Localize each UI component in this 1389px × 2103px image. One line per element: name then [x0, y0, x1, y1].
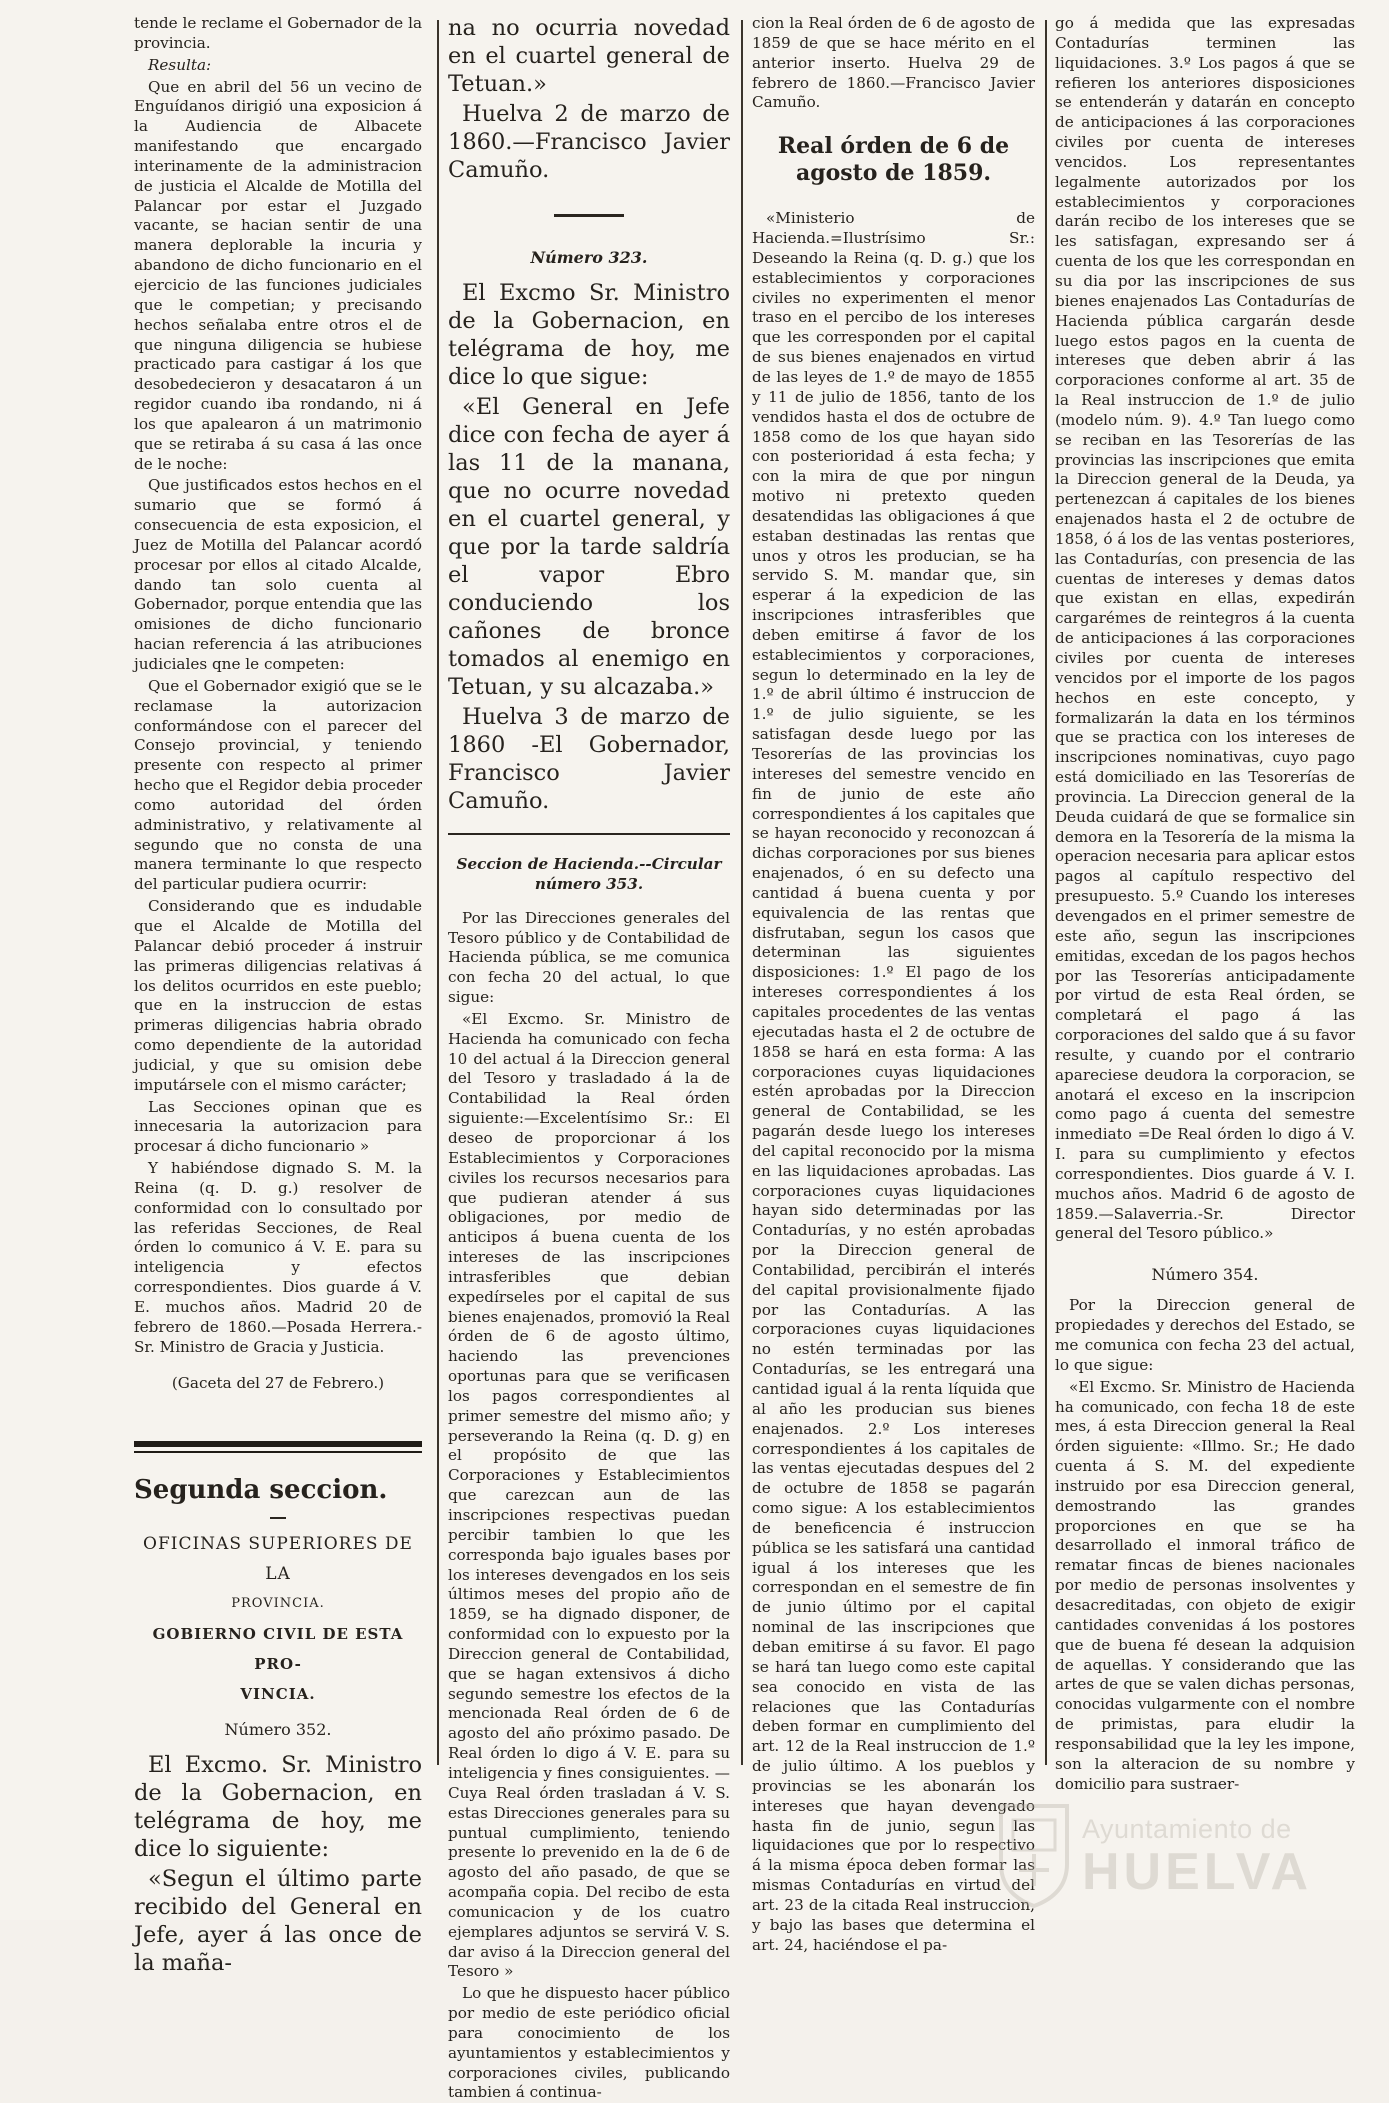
section-divider [134, 1441, 422, 1447]
section-divider [134, 1451, 422, 1453]
paragraph: Considerando que es indudable que el Alcalde de Motilla del Palancar debió proceder á instruir las primeras diligencias relativas á los delitos ocurridos en este pueblo; que en la instruccion de estas primeras diligencias habria obrado como dependiente de la autoridad judicial, y que su omision debe imputársele con el mismo carácter; [134, 897, 422, 1094]
paragraph: cion la Real órden de 6 de agosto de 1859 de que se hace mérito en el anterior inserto. Huelva 29 de febrero de 1860.—Francisco Javier Camuño. [752, 14, 1035, 112]
paragraph: go á medida que las expresadas Contadurías terminen las liquidaciones. 3.º Los pagos á que se refieren los anteriores disposiciones se entenderán y datarán en concepto de anticipaciones á las corporaciones civiles por cuenta de intereses vencidos. Los representantes legalmente autorizados por los establecimientos y corporaciones darán recibo de los intereses que se les satisfagan, expresando ser á cuenta de los que les correspondan en su dia por las inscripciones de sus bienes enajenados Las Contadurías de Hacienda pública cargarán desde luego estos pagos en la cuenta de intereses que deben abrir á las corporaciones conforme al art. 35 de la Real instruccion de 1.º de julio (modelo núm. 9). 4.º Tan luego como se reciban en las Tesorerías de las provincias las inscripciones que emita la Direccion general de la Deuda, ya pertenezcan á capitales de los bienes enajenados hasta el 2 de octubre de 1858, ó á los de las ventas posteriores, las Contadurías, con presencia de las cuentas de intereses y demas datos que existan en ellas, expedirán cargarémes de reintegros á la cuenta de anticipaciones á las corporaciones civiles por cuenta de intereses vencidos por el importe de los pagos hechos en este concepto, y formalizarán la data en los términos que se practica con los intereses de inscripciones nominativas, cuyo pago está domiciliado en las Tesorerías de provincia. La Direccion general de la Deuda cuidará de que se formalice sin demora en la Tesorería de la misma la operacion necesaria para aplicar estos pagos al capítulo respectivo del presupuesto. 5.º Cuando los intereses devengados en el primer semestre de este año, segun las inscripciones emitidas, excedan de los pagos hechos por las Tesorerías anticipadamente por virtud de esta Real órden, se completará el pago á las corporaciones del saldo que á su favor resulte, y cuando por el contrario apareciese deudora la corporacion, se anotará el exceso en la inscripcion como pago á cuenta del semestre inmediato =De Real órden lo digo á V. I. para su cumplimiento y efectos correspondientes. Dios guarde á V. I. muchos años. Madrid 6 de agosto de 1859.—Salaverria.-Sr. Director general del Tesoro público.» [1055, 14, 1355, 1243]
column-rule [437, 20, 439, 1765]
telegram-paragraph: El Excmo Sr. Ministro de la Gobernacion, en telégrama de hoy, me dice lo que sigue: [448, 280, 730, 390]
paragraph: Y habiéndose dignado S. M. la Reina (q. D. g.) resolver de conformidad con lo consultado por las referidas Secciones, de Real órden lo comunico á V. E. para su inteligencia y efectos correspondientes. Dios guarde á V. E. muchos años. Madrid 20 de febrero de 1860.—Posada Herrera.-Sr. Ministro de Gracia y Justicia. [134, 1159, 422, 1356]
short-rule [270, 1517, 286, 1519]
signature-line: Huelva 2 de marzo de 1860.—Francisco Javier Camuño. [448, 101, 730, 183]
archive-watermark [987, 1800, 1377, 1920]
paragraph: Que justificados estos hechos en el sumario que se formó á consecuencia de esta exposicion, el Juez de Motilla del Palancar acordó procesar por ellos al citado Alcalde, dando tan solo cuenta al Gobernador, porque entendia que las omisiones de dicho funcionario hacian referencia á las atribuciones judiciales qne le competen: [134, 476, 422, 673]
column-rule [1045, 20, 1047, 1765]
short-rule [554, 214, 624, 217]
office-heading: PROVINCIA. [231, 1596, 325, 1612]
paragraph: Que el Gobernador exigió que se le reclamase la autorizacion conformándose con el parecer del Consejo provincial, y teniendo presente con respecto al primer hecho que el Regidor debia proceder como autoridad del órden administrativo, y relativamente al segundo que no consta de una manera terminante lo que respecto del particular pudiera ocurrir: [134, 676, 422, 894]
office-heading: OFICINAS SUPERIORES DE LA [143, 1534, 413, 1585]
notice-number: Número 354. [1151, 1265, 1259, 1285]
telegram-paragraph: «El General en Jefe dice con fecha de ayer á las 11 de la manana, que no ocurre novedad en el cuartel general, y que por la tarde saldría el vapor Ebro conduciendo los cañones de bronce tomados al enemigo en Tetuan, y su alcazaba.» [448, 394, 730, 700]
notice-number: Número 323. [530, 248, 648, 267]
paragraph: Lo que he dispuesto hacer público por medio de este periódico oficial para conocimiento de los ayuntamientos y establecimientos y corporaciones civiles, publicando tambien á continua- [448, 1984, 730, 2102]
city-coat-of-arms-icon [995, 1802, 1073, 1908]
column-4 [1055, 14, 1355, 1920]
paragraph: tende le reclame el Gobernador de la provincia. [134, 14, 422, 52]
section-heading: Segunda seccion. [134, 1475, 388, 1506]
paragraph: Las Secciones opinan que es innecesaria la autorizacion para procesar á dicho funcionario » [134, 1097, 422, 1156]
paragraph: Por la Direccion general de propiedades y derechos del Estado, se me comunica con fecha 23 del actual, lo que sigue: [1055, 1296, 1355, 1374]
resulta-label: Resulta: [148, 55, 212, 74]
circular-heading: Seccion de Hacienda.--Circular número 353. [456, 855, 722, 893]
column-rule [741, 20, 743, 1765]
column-1 [134, 14, 422, 1977]
column-2 [448, 14, 730, 2102]
paragraph: Por las Direcciones generales del Tesoro público y de Contabilidad de Hacienda pública, se me comunica con fecha 20 del actual, lo que sigue: [448, 908, 730, 1007]
paragraph: Que en abril del 56 un vecino de Enguídanos dirigió una exposicion á la Audiencia de Albacete manifestando que encargado interinamente de la administracion de justicia el Alcalde de Motilla del Palancar por estar el Juzgado vacante, se hacian sentir de una manera deplorable la incuria y abandono de dicho funcionario en el ejercicio de las funciones judiciales que le competian; y precisando hechos señalaba entre otros el de que ninguna diligencia se hubiese practicado para castigar á los que desobedecieron y desacataron á un regidor cuando iba rondando, ni á los que apalearon á un matrimonio que se retiraba á su casa á las once de le noche: [134, 77, 422, 473]
paragraph: «Ministerio de Hacienda.=Ilustrísimo Sr.: Deseando la Reina (q. D. g.) que los establecimientos y corporaciones civiles no experimenten el menor traso en el percibo de los intereses que les corresponden por el capital de sus bienes enajenados en virtud de las leyes de 1.º de mayo de 1855 y 11 de julio de 1856, tanto de los vendidos hasta el dos de octubre de 1858 como de los que hayan sido con posterioridad á esta fecha; y con la mira de que por ningun motivo ni pretexto queden desatendidas las obligaciones á que estaban destinadas las rentas que unos y otros les producian, se ha servido S. M. mandar que, sin esperar á la expedicion de las inscripciones intrasferibles que deben emitirse á favor de los establecimientos y corporaciones, segun lo determinado en la ley de 1.º de abril último é instruccion de 1.º de julio siguiente, se les satisfagan desde luego por las Tesorerías de las provincias los intereses del semestre vencido en fin de junio de este año correspondientes á los capitales que se hayan reconocido y reconozcan á dichas corporaciones por sus bienes enajenados, ó en su defecto una cantidad á buena cuenta y por equivalencia de las rentas que disfrutaban, segun los casos que determinan las siguientes disposiciones: 1.º El pago de los intereses correspondientes á los capitales procedentes de las ventas ejecutadas hasta el 2 de octubre de 1858 se hará en esta forma: A las corporaciones cuyas liquidaciones estén aprobadas por la Direccion general de Contabilidad, se les pagarán desde luego los intereses del capital reconocido por la misma en las liquidaciones aprobadas. Las corporaciones cuyas liquidaciones hayan sido determinadas por las Contadurías, y no estén aprobadas por la Direccion general de Contabilidad, percibirán el interés del capital provisionalmente fijado por las Contadurías. A las corporaciones cuyas liquidaciones no estén terminadas por las Contadurías, se les entregará una cantidad igual á la renta líquida que al año les producian sus bienes enajenados. 2.º Los intereses correspondientes á los capitales de las ventas ejecutadas despues del 2 de octubre de 1858 se pagarán como sigue: A los establecimientos de beneficencia é instruccion pública se les satisfará una cantidad igual á los intereses que les correspondan en el semestre de fin de junio último por el capital nominal de las inscripciones que deban emitirse á su favor. El pago se hará tan luego como este capital sea conocido en vista de las relaciones que las Contadurías deben formar en cumplimiento del art. 12 de la Real instruccion de 1.º de julio último. A los pueblos y provincias se les abonarán los intereses que hayan devengado hasta fin de junio, segun las liquidaciones que por lo respectivo á la misma época deben formar las mismas Contadurías en virtud del art. 23 de la citada Real instruccion, y bajo las bases que determina el art. 24, haciéndose el pa- [752, 209, 1035, 1954]
paragraph: «El Excmo. Sr. Ministro de Hacienda ha comunicado, con fecha 18 de este mes, á esta Direccion general la Real órden siguiente: «Illmo. Sr.; He dado cuenta á S. M. del expediente instruido por esa Direccion general, demostrando las grandes proporciones en que se ha desarrollado el inmoral tráfico de rematar fincas de bienes nacionales por medio de personas insolventes y desacreditadas, con objeto de exigir cantidades convenidas á los postores que de buena fé desean la adquision de aquellas. Y considerando que las artes de que se valen dichas personas, conocidas vulgarmente con el nombre de primistas, para eludir la responsabilidad que la ley les impone, son la alteracion de su nombre y domicilio para sustraer- [1055, 1377, 1355, 1793]
telegram-paragraph: El Excmo. Sr. Ministro de la Gobernacion, en telégrama de hoy, me dice lo siguiente: [134, 1752, 422, 1863]
gaceta-source: (Gaceta del 27 de Febrero.) [171, 1373, 385, 1392]
watermark-text: HUELVA [1082, 1843, 1313, 1901]
column-3 [752, 14, 1035, 1954]
signature-line: Huelva 3 de marzo de 1860 -El Gobernador, Francisco Javier Camuño. [448, 704, 730, 814]
watermark-text: Ayuntamiento de [1082, 1814, 1292, 1844]
royal-order-heading: Real órden de 6 de agosto de 1859. [777, 133, 1010, 187]
section-divider [448, 833, 730, 835]
telegram-paragraph: «Segun el último parte recibido del General en Jefe, ayer á las once de la maña- [134, 1866, 422, 1977]
telegram-paragraph: na no ocurria novedad en el cuartel general de Tetuan.» [448, 15, 730, 97]
notice-number: Número 352. [224, 1720, 332, 1740]
paragraph: «El Excmo. Sr. Ministro de Hacienda ha comunicado con fecha 10 del actual á la Direccion general del Tesoro y trasladado á la de Contabilidad la Real órden siguiente:—Excelentísimo Sr.: El deseo de proporcionar á los Establecimientos y Corporaciones civiles los recursos necesarios para que pudieran atender á sus obligaciones, por medio de anticipos á buena cuenta de los intereses de las inscripciones intrasferibles que debian expedírseles por el capital de sus bienes enajenados, promovió la Real órden de 6 de agosto último, haciendo las prevenciones oportunas para que se verificasen los pagos correspondientes al primer semestre del mismo año; y perseverando la Reina (q. D. g) en el propósito de que las Corporaciones y Establecimientos que carezcan aun de las inscripciones respectivas puedan percibir tambien lo que les corresponda bajo iguales bases por los intereses devengados en los seis últimos meses del propio año de 1859, se ha dignado disponer, de conformidad con lo expuesto por la Direccion general de Contabilidad, que se hagan extensivos á dicho segundo semestre los efectos de la mencionada Real órden de 6 de agosto del año próximo pasado. De Real órden lo digo á V. E. para su inteligencia y fines consiguientes. —Cuya Real órden trasladan á V. S. estas Direcciones generales para su puntual cumplimiento, teniendo presente lo prevenido en la de 6 de agosto del año pasado, de que se acompaña copia. Del recibo de esta comunicacion y de los cuatro ejemplares adjuntos se servirá V. S. dar aviso á la Direccion general del Tesoro » [448, 1009, 730, 1981]
government-heading: VINCIA. [240, 1685, 316, 1704]
government-heading: GOBIERNO CIVIL DE ESTA PRO- [152, 1625, 404, 1674]
